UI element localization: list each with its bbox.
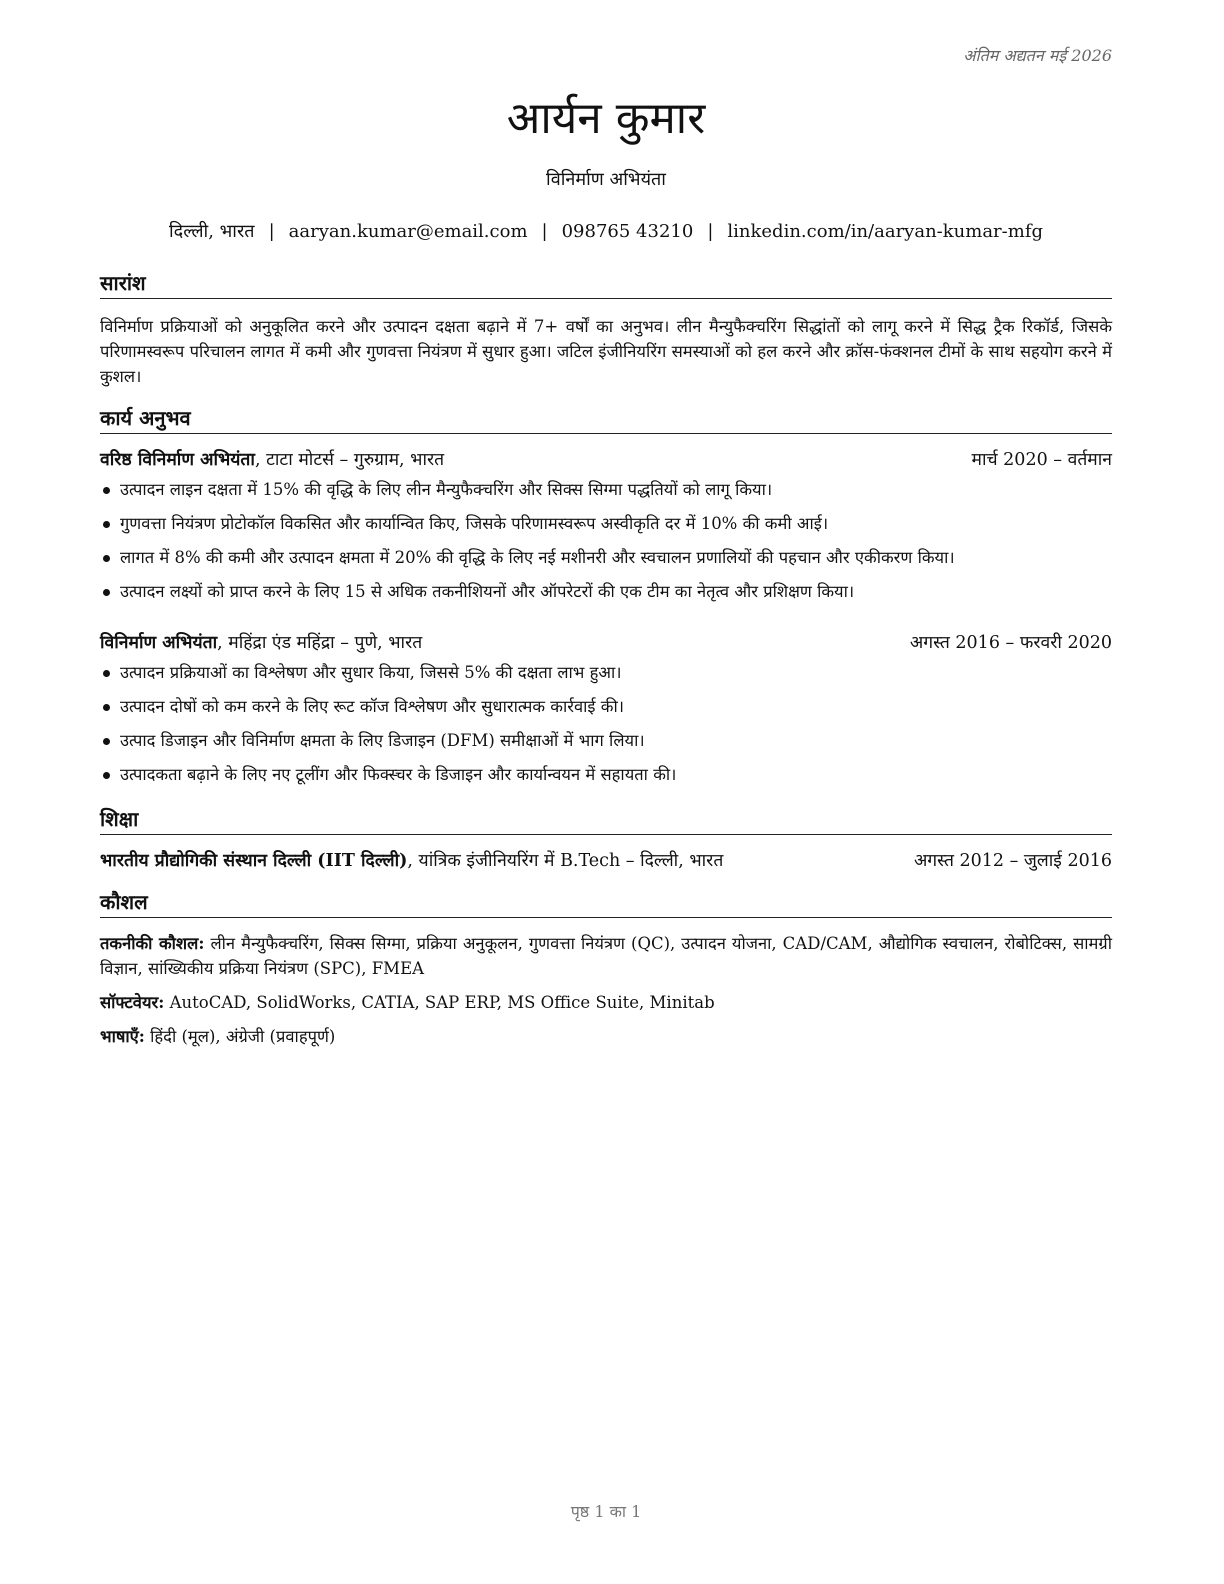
job-bullet: उत्पादन लाइन दक्षता में 15% की वृद्धि के लिए लीन मैन्युफैक्चरिंग और सिक्स सिग्मा पद्धतियों को लागू किया। [100,478,1112,512]
skills-languages-label: भाषाएँ: [100,1027,145,1046]
section-title-education: शिक्षा [100,806,1112,835]
job-org: , महिंद्रा एंड महिंद्रा – पुणे, भारत [217,633,423,653]
last-updated-date: अंतिम अद्यतन मई 2026 [963,46,1112,65]
skills-technical [100,931,1112,981]
contact-separator: | [541,221,548,242]
skills-languages [100,1024,1112,1049]
job-bullets [100,661,1112,797]
job-header [100,448,1112,472]
contact-separator: | [268,221,275,242]
job-header [100,631,1112,655]
job-org: , टाटा मोटर्स – गुरुग्राम, भारत [254,450,445,470]
skills-software-value: AutoCAD, SolidWorks, CATIA, SAP ERP, MS Office Suite, Minitab [164,993,715,1012]
skills-software-label: सॉफ्टवेयर: [100,993,165,1012]
candidate-headline: विनिर्माण अभियंता [546,169,666,190]
candidate-name: आर्यन कुमार [506,93,706,144]
job-role: विनिर्माण अभियंता [100,633,218,653]
skills-software [100,990,1112,1015]
contact-phone: 098765 43210 [561,221,694,242]
job-bullet: उत्पादन दोषों को कम करने के लिए रूट कॉज विश्लेषण और सुधारात्मक कार्रवाई की। [100,695,1112,729]
education-detail: , यांत्रिक इंजीनियरिंग में B.Tech – दिल्ली, भारत [407,851,724,871]
contact-email[interactable]: aaryan.kumar@email.com [288,221,528,242]
section-title-skills: कौशल [100,889,1112,918]
job-dates: अगस्त 2016 – फरवरी 2020 [909,633,1112,653]
resume-page [100,0,1112,1584]
education-dates: अगस्त 2012 – जुलाई 2016 [913,851,1112,871]
contact-line [100,219,1112,243]
job-role: वरिष्ठ विनिर्माण अभियंता [100,450,255,470]
job-bullet: उत्पाद डिजाइन और विनिर्माण क्षमता के लिए डिजाइन (DFM) समीक्षाओं में भाग लिया। [100,729,1112,763]
skills-technical-label: तकनीकी कौशल: [100,934,205,953]
summary-text: विनिर्माण प्रक्रियाओं को अनुकूलित करने और उत्पादन दक्षता बढ़ाने में 7+ वर्षों का अनुभव। लीन मैन्युफैक्चरिंग सिद्धांतों को लागू करने में सिद्ध ट्रैक रिकॉर्ड, जिसके परिणामस्वरूप परिचालन लागत में कमी और गुणवत्ता नियंत्रण में सुधार हुआ। जटिल इंजीनियरिंग समस्याओं को हल करने और क्रॉस-फंक्शनल टीमों के साथ सहयोग करने में कुशल। [100,317,1112,386]
job-bullet: उत्पादकता बढ़ाने के लिए नए टूलींग और फिक्स्चर के डिजाइन और कार्यान्वयन में सहायता की। [100,763,1112,797]
education-institution: भारतीय प्रौद्योगिकी संस्थान दिल्ली (IIT दिल्ली) [100,851,408,871]
contact-location: दिल्ली, भारत [168,221,255,242]
contact-linkedin[interactable]: linkedin.com/in/aaryan-kumar-mfg [727,221,1043,242]
skills-technical-value: लीन मैन्युफैक्चरिंग, सिक्स सिग्मा, प्रक्रिया अनुकूलन, गुणवत्ता नियंत्रण (QC), उत्पादन योजना, CAD/CAM, औद्योगिक स्वचालन, रोबोटिक्स, सामग्री विज्ञान, सांख्यिकीय प्रक्रिया नियंत्रण (SPC), FMEA [100,934,1112,978]
contact-separator: | [707,221,714,242]
job-bullet: उत्पादन प्रक्रियाओं का विश्लेषण और सुधार किया, जिससे 5% की दक्षता लाभ हुआ। [100,661,1112,695]
section-title-experience: कार्य अनुभव [100,405,1112,434]
job-bullet: उत्पादन लक्ष्यों को प्राप्त करने के लिए 15 से अधिक तकनीशियनों और ऑपरेटरों की एक टीम का नेतृत्व और प्रशिक्षण किया। [100,580,1112,614]
job-bullets [100,478,1112,614]
job-bullet: गुणवत्ता नियंत्रण प्रोटोकॉल विकसित और कार्यान्वित किए, जिसके परिणामस्वरूप अस्वीकृति दर में 10% की कमी आई। [100,512,1112,546]
education-entry [100,849,1112,873]
job-bullet: लागत में 8% की कमी और उत्पादन क्षमता में 20% की वृद्धि के लिए नई मशीनरी और स्वचालन प्रणालियों की पहचान और एकीकरण किया। [100,546,1112,580]
section-title-summary: सारांश [100,270,1112,299]
skills-languages-value: हिंदी (मूल), अंग्रेजी (प्रवाहपूर्ण) [144,1027,336,1046]
job-dates: मार्च 2020 – वर्तमान [971,450,1112,470]
page-number: पृष्ठ 1 का 1 [570,1502,642,1521]
